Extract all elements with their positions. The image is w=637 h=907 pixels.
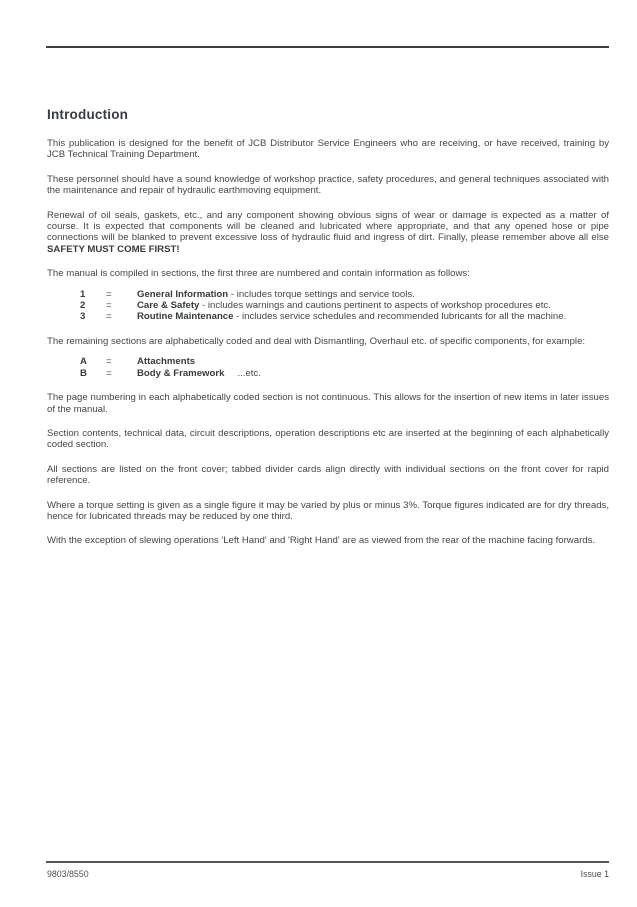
section-title: Attachments — [137, 356, 196, 368]
slewing-paragraph: With the exception of slewing operations 'Left Hand' and 'Right Hand' are as viewed from the rear of the machine facing forwards. — [47, 535, 596, 547]
equals-sign: = — [106, 356, 112, 368]
section-desc: ...etc. — [237, 367, 261, 379]
lettered-section-list — [47, 356, 609, 379]
manual-compiled-paragraph: The manual is compiled in sections, the first three are numbered and contain information as follows: — [47, 268, 470, 280]
safety-warning-text: SAFETY MUST COME FIRST! — [47, 243, 180, 255]
page-numbering-paragraph: The page numbering in each alphabetically coded section is not continuous. This allows for the insertion of new items in later issues of the manual. — [47, 392, 609, 415]
section-title: Body & Framework — [137, 367, 225, 379]
renewal-paragraph-text: Renewal of oil seals, gaskets, etc., and any component showing obvious signs of wear or damage is expected as a matter of course. It is expected that components will be cleaned and lubricated where appropriate, and that any opened hose or pipe connections will be blanked to prevent excessive loss of hydraulic fluid and ingress of dirt. Finally, please remember above all else — [47, 209, 609, 244]
equals-sign: = — [106, 311, 112, 323]
numbered-section-list — [47, 289, 609, 323]
list-item — [47, 368, 609, 379]
torque-setting-paragraph: Where a torque setting is given as a single figure it may be varied by plus or minus 3%. Torque figures indicated are for dry threads, hence for lubricated threads may be reduced by one third. — [47, 499, 609, 522]
list-item — [47, 356, 609, 367]
section-letter: B — [80, 367, 87, 379]
section-number: 2 — [80, 300, 86, 312]
equals-sign: = — [106, 288, 112, 300]
section-letter: A — [80, 356, 87, 368]
intro-paragraph: This publication is designed for the benefit of JCB Distributor Service Engineers who are receiving, or have received, training by JCB Technical Training Department. — [47, 138, 609, 161]
section-desc: - includes warnings and cautions pertinent to aspects of workshop procedures etc. — [202, 300, 551, 312]
page-content — [47, 108, 609, 547]
renewal-paragraph — [47, 210, 609, 256]
equals-sign: = — [106, 300, 112, 312]
front-cover-paragraph: All sections are listed on the front cover; tabbed divider cards align directly with individual sections on the front cover for rapid reference. — [47, 463, 609, 487]
section-title: Care & Safety — [137, 300, 200, 312]
section-number: 1 — [80, 288, 86, 300]
list-item — [47, 311, 609, 322]
section-contents-paragraph: Section contents, technical data, circuit descriptions, operation descriptions etc are inserted at the beginning of each alphabetically coded section. — [47, 427, 609, 451]
section-desc: - includes service schedules and recommended lubricants for all the machine. — [236, 311, 567, 323]
list-item — [47, 300, 609, 311]
section-title: General Information — [137, 288, 229, 300]
footer-doc-number: 9803/8550 — [47, 869, 89, 879]
list-item — [47, 289, 609, 300]
page-title: Introduction — [47, 107, 129, 122]
footer-rule — [46, 861, 609, 863]
footer-issue-number: Issue 1 — [580, 869, 609, 879]
section-number: 3 — [80, 311, 86, 323]
personnel-paragraph: These personnel should have a sound knowledge of workshop practice, safety procedures, and general techniques associated with the maintenance and repair of hydraulic earthmoving equipment. — [47, 173, 609, 197]
header-rule — [46, 46, 609, 48]
section-title: Routine Maintenance — [137, 311, 234, 323]
remaining-sections-paragraph: The remaining sections are alphabetically coded and deal with Dismantling, Overhaul etc. of specific components, for example: — [47, 335, 586, 347]
section-desc: - includes torque settings and service tools. — [230, 288, 415, 300]
equals-sign: = — [106, 367, 112, 379]
